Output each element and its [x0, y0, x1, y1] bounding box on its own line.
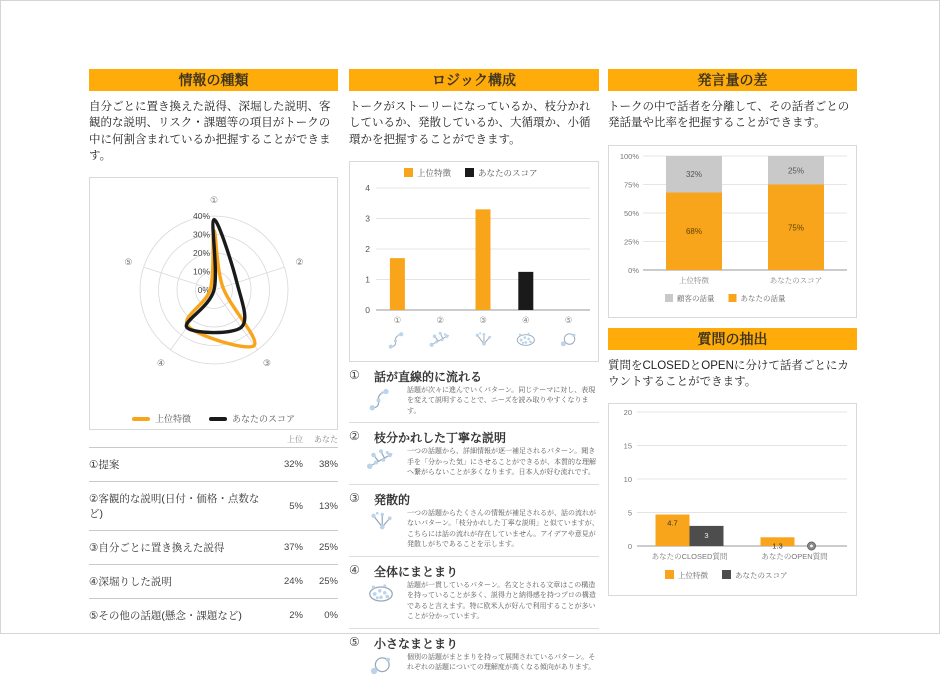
row-top-value: 2% [289, 610, 303, 622]
svg-text:上位特徴: 上位特徴 [417, 167, 452, 178]
svg-text:上位特徴: 上位特徴 [678, 571, 708, 581]
logic-bars-svg [350, 162, 598, 356]
svg-text:あなたのCLOSED質問: あなたのCLOSED質問 [651, 552, 728, 562]
row-top-value: 5% [289, 500, 303, 512]
item-description: 話題が一貫しているパターン。名文とされる文章はこの構造を持っていることが多く、説得力と納得感を持つプロの構造であると言えます。特に欧米人が好んで利用することが多いことが分かっています。 [407, 581, 596, 621]
svg-text:5: 5 [627, 508, 632, 518]
svg-text:1.3: 1.3 [772, 541, 783, 551]
line-flow-icon [389, 332, 403, 348]
row-top-value: 37% [283, 542, 303, 554]
scatter-fork-icon [371, 512, 391, 530]
svg-text:0: 0 [627, 542, 632, 552]
legend-swatch [209, 417, 227, 421]
radar-svg [90, 178, 337, 402]
branch-icon [430, 332, 449, 347]
small-loop-icon [371, 658, 390, 675]
panel-description-question: 質問をCLOSEDとOPENに分けて話者ごとにカウントすることができます。 [608, 359, 849, 388]
svg-text:25%: 25% [623, 237, 639, 247]
svg-text:1: 1 [365, 274, 370, 285]
svg-text:②: ② [436, 314, 445, 325]
table-header-you: あなた [314, 435, 338, 445]
svg-text:75%: 75% [623, 180, 639, 190]
svg-text:②: ② [295, 257, 304, 268]
info-table [89, 430, 338, 632]
item-number: ② [349, 429, 360, 444]
panel-description: トークがストーリーになっているか、枝分かれしているか、発散しているか、大循環か、小循環かを把握することができます。 [349, 101, 591, 146]
svg-text:あなたの話量: あなたの話量 [740, 293, 786, 303]
item-description: 話題が次々に進んでいくパターン。同じテーマに対し、表現を変えて説明することで、ニーズを読み取りやすくなります。 [407, 386, 596, 415]
item-number: ⑤ [349, 634, 360, 649]
item-description: 一つの話題から、詳細情報が逐一補足されるパターン。聞き手を「分かった気」にさせることができるが、本質的な理解へ繋がらないことが多くなります。日本人が好む流れです。 [407, 448, 596, 477]
svg-text:32%: 32% [685, 169, 703, 179]
table-row [89, 530, 338, 564]
svg-text:あなたのスコア: あなたのスコア [735, 571, 788, 581]
talk-share-chart [608, 145, 857, 318]
row-you-value: 13% [318, 500, 338, 512]
svg-text:0: 0 [365, 304, 370, 315]
bar-③ [476, 209, 491, 310]
svg-text:③: ③ [262, 358, 271, 369]
svg-text:あなたのOPEN質問: あなたのOPEN質問 [761, 552, 828, 562]
table-row [89, 564, 338, 598]
legend-swatch [132, 417, 150, 421]
legend-item: 上位特徴 [132, 412, 191, 425]
panel-logic [349, 69, 599, 684]
item-number: ③ [349, 490, 360, 505]
panel-description: 自分ごとに置き換えた説得、深堀した説明、客観的な説明、リスク・課題等の項目がトークの中に何割含まれているか把握することができます。 [89, 101, 331, 162]
item-title: 小さなまとまり [374, 636, 459, 651]
row-top-value: 32% [283, 459, 303, 471]
svg-text:①: ① [209, 195, 219, 206]
svg-text:75%: 75% [787, 222, 805, 232]
row-label: ①提案 [89, 459, 120, 472]
item-title: 話が直線的に流れる [374, 369, 483, 384]
big-loop-icon [363, 581, 399, 623]
row-you-value: 38% [318, 459, 338, 471]
svg-text:③: ③ [479, 314, 487, 325]
svg-text:20: 20 [623, 408, 632, 418]
panel-title: 情報の種類 [89, 69, 338, 91]
svg-text:10: 10 [623, 475, 632, 485]
row-label: ④深堀りした説明 [89, 576, 172, 589]
svg-text:30%: 30% [192, 229, 210, 240]
svg-text:4.7: 4.7 [667, 518, 678, 528]
row-label: ③自分ごとに置き換えた説得 [89, 542, 225, 555]
row-label: ⑤その他の話題(懸念・課題など) [89, 610, 242, 623]
svg-text:⑤: ⑤ [564, 314, 573, 325]
logic-bar-chart [349, 161, 599, 362]
svg-text:0%: 0% [628, 265, 639, 275]
svg-text:④: ④ [157, 358, 166, 369]
list-item [349, 423, 599, 485]
item-description: 一つの話題からたくさんの情報が補足されるが、話の流れがないパターン。「枝分かれした丁寧な説明」と似ていますが、こちらには話の流れが存在していません。アイデアや意見が発散しがちであることを示します。 [407, 509, 599, 549]
line-flow-icon [370, 389, 389, 411]
row-you-value: 25% [318, 542, 338, 554]
item-title: 枝分かれした丁寧な説明 [374, 431, 507, 446]
radar-chart [89, 177, 338, 430]
item-description: 個別の話題がまとまりを持って展開されているパターン。それぞれの話題についての理解度が高くなる傾向があります。 [407, 653, 596, 672]
logic-pattern-list [349, 362, 599, 684]
svg-text:顧客の話量: 顧客の話量 [677, 293, 715, 303]
svg-text:3: 3 [365, 213, 370, 224]
list-item [349, 485, 599, 557]
talk-share-svg [609, 146, 856, 312]
svg-text:4: 4 [365, 182, 370, 193]
row-you-value: 25% [318, 576, 338, 588]
panel-title: ロジック構成 [349, 69, 599, 91]
table-header [89, 430, 338, 447]
big-loop-icon [517, 333, 534, 346]
svg-text:①: ① [393, 314, 402, 325]
legend-item: あなたのスコア [209, 412, 295, 425]
svg-text:15: 15 [623, 441, 632, 451]
item-number: ① [349, 367, 360, 382]
big-loop-icon [370, 584, 393, 601]
scatter-fork-icon [363, 509, 399, 551]
svg-text:あなたのスコア: あなたのスコア [769, 275, 823, 285]
svg-text:10%: 10% [192, 266, 210, 277]
panel-description: トークの中で話者を分離して、その話者ごとの発話量や比率を把握することができます。 [608, 101, 850, 130]
item-title: 発散的 [374, 492, 411, 507]
radar-legend [90, 407, 337, 429]
svg-text:40%: 40% [192, 211, 210, 222]
list-item [349, 629, 599, 684]
svg-text:⑤: ⑤ [124, 257, 133, 268]
svg-text:0%: 0% [197, 285, 210, 296]
svg-text:④: ④ [521, 314, 530, 325]
radar-plot [90, 178, 337, 407]
line-flow-icon [363, 386, 399, 418]
svg-text:あなたのスコア: あなたのスコア [478, 167, 538, 178]
branch-icon [367, 450, 392, 470]
item-title: 全体にまとまり [374, 564, 459, 579]
svg-text:3: 3 [704, 531, 709, 541]
bar-① [390, 258, 405, 310]
small-loop-icon [363, 653, 399, 679]
small-loop-icon [561, 334, 576, 347]
panel-right [608, 69, 857, 596]
table-row [89, 598, 338, 632]
table-row [89, 481, 338, 530]
panel-title: 発言量の差 [608, 69, 857, 91]
panel-title-question: 質問の抽出 [608, 328, 857, 350]
svg-text:20%: 20% [192, 248, 210, 259]
list-item [349, 362, 599, 424]
svg-text:68%: 68% [685, 226, 703, 236]
svg-text:100%: 100% [619, 151, 639, 161]
svg-text:上位特徴: 上位特徴 [679, 275, 709, 285]
item-number: ④ [349, 562, 360, 577]
svg-text:2: 2 [365, 243, 370, 254]
table-row [89, 447, 338, 481]
row-you-value: 0% [324, 610, 338, 622]
scatter-fork-icon [476, 332, 491, 345]
question-count-chart [608, 403, 857, 596]
table-header-top: 上位 [287, 435, 303, 445]
panel-info-types [89, 69, 338, 632]
svg-text:50%: 50% [623, 208, 639, 218]
svg-text:25%: 25% [787, 165, 805, 175]
list-item [349, 557, 599, 629]
bar-④ [518, 272, 533, 310]
branch-icon [363, 447, 399, 479]
row-top-value: 24% [283, 576, 303, 588]
row-label: ②客観的な説明(日付・価格・点数など) [89, 493, 260, 521]
questions-svg [609, 404, 856, 590]
